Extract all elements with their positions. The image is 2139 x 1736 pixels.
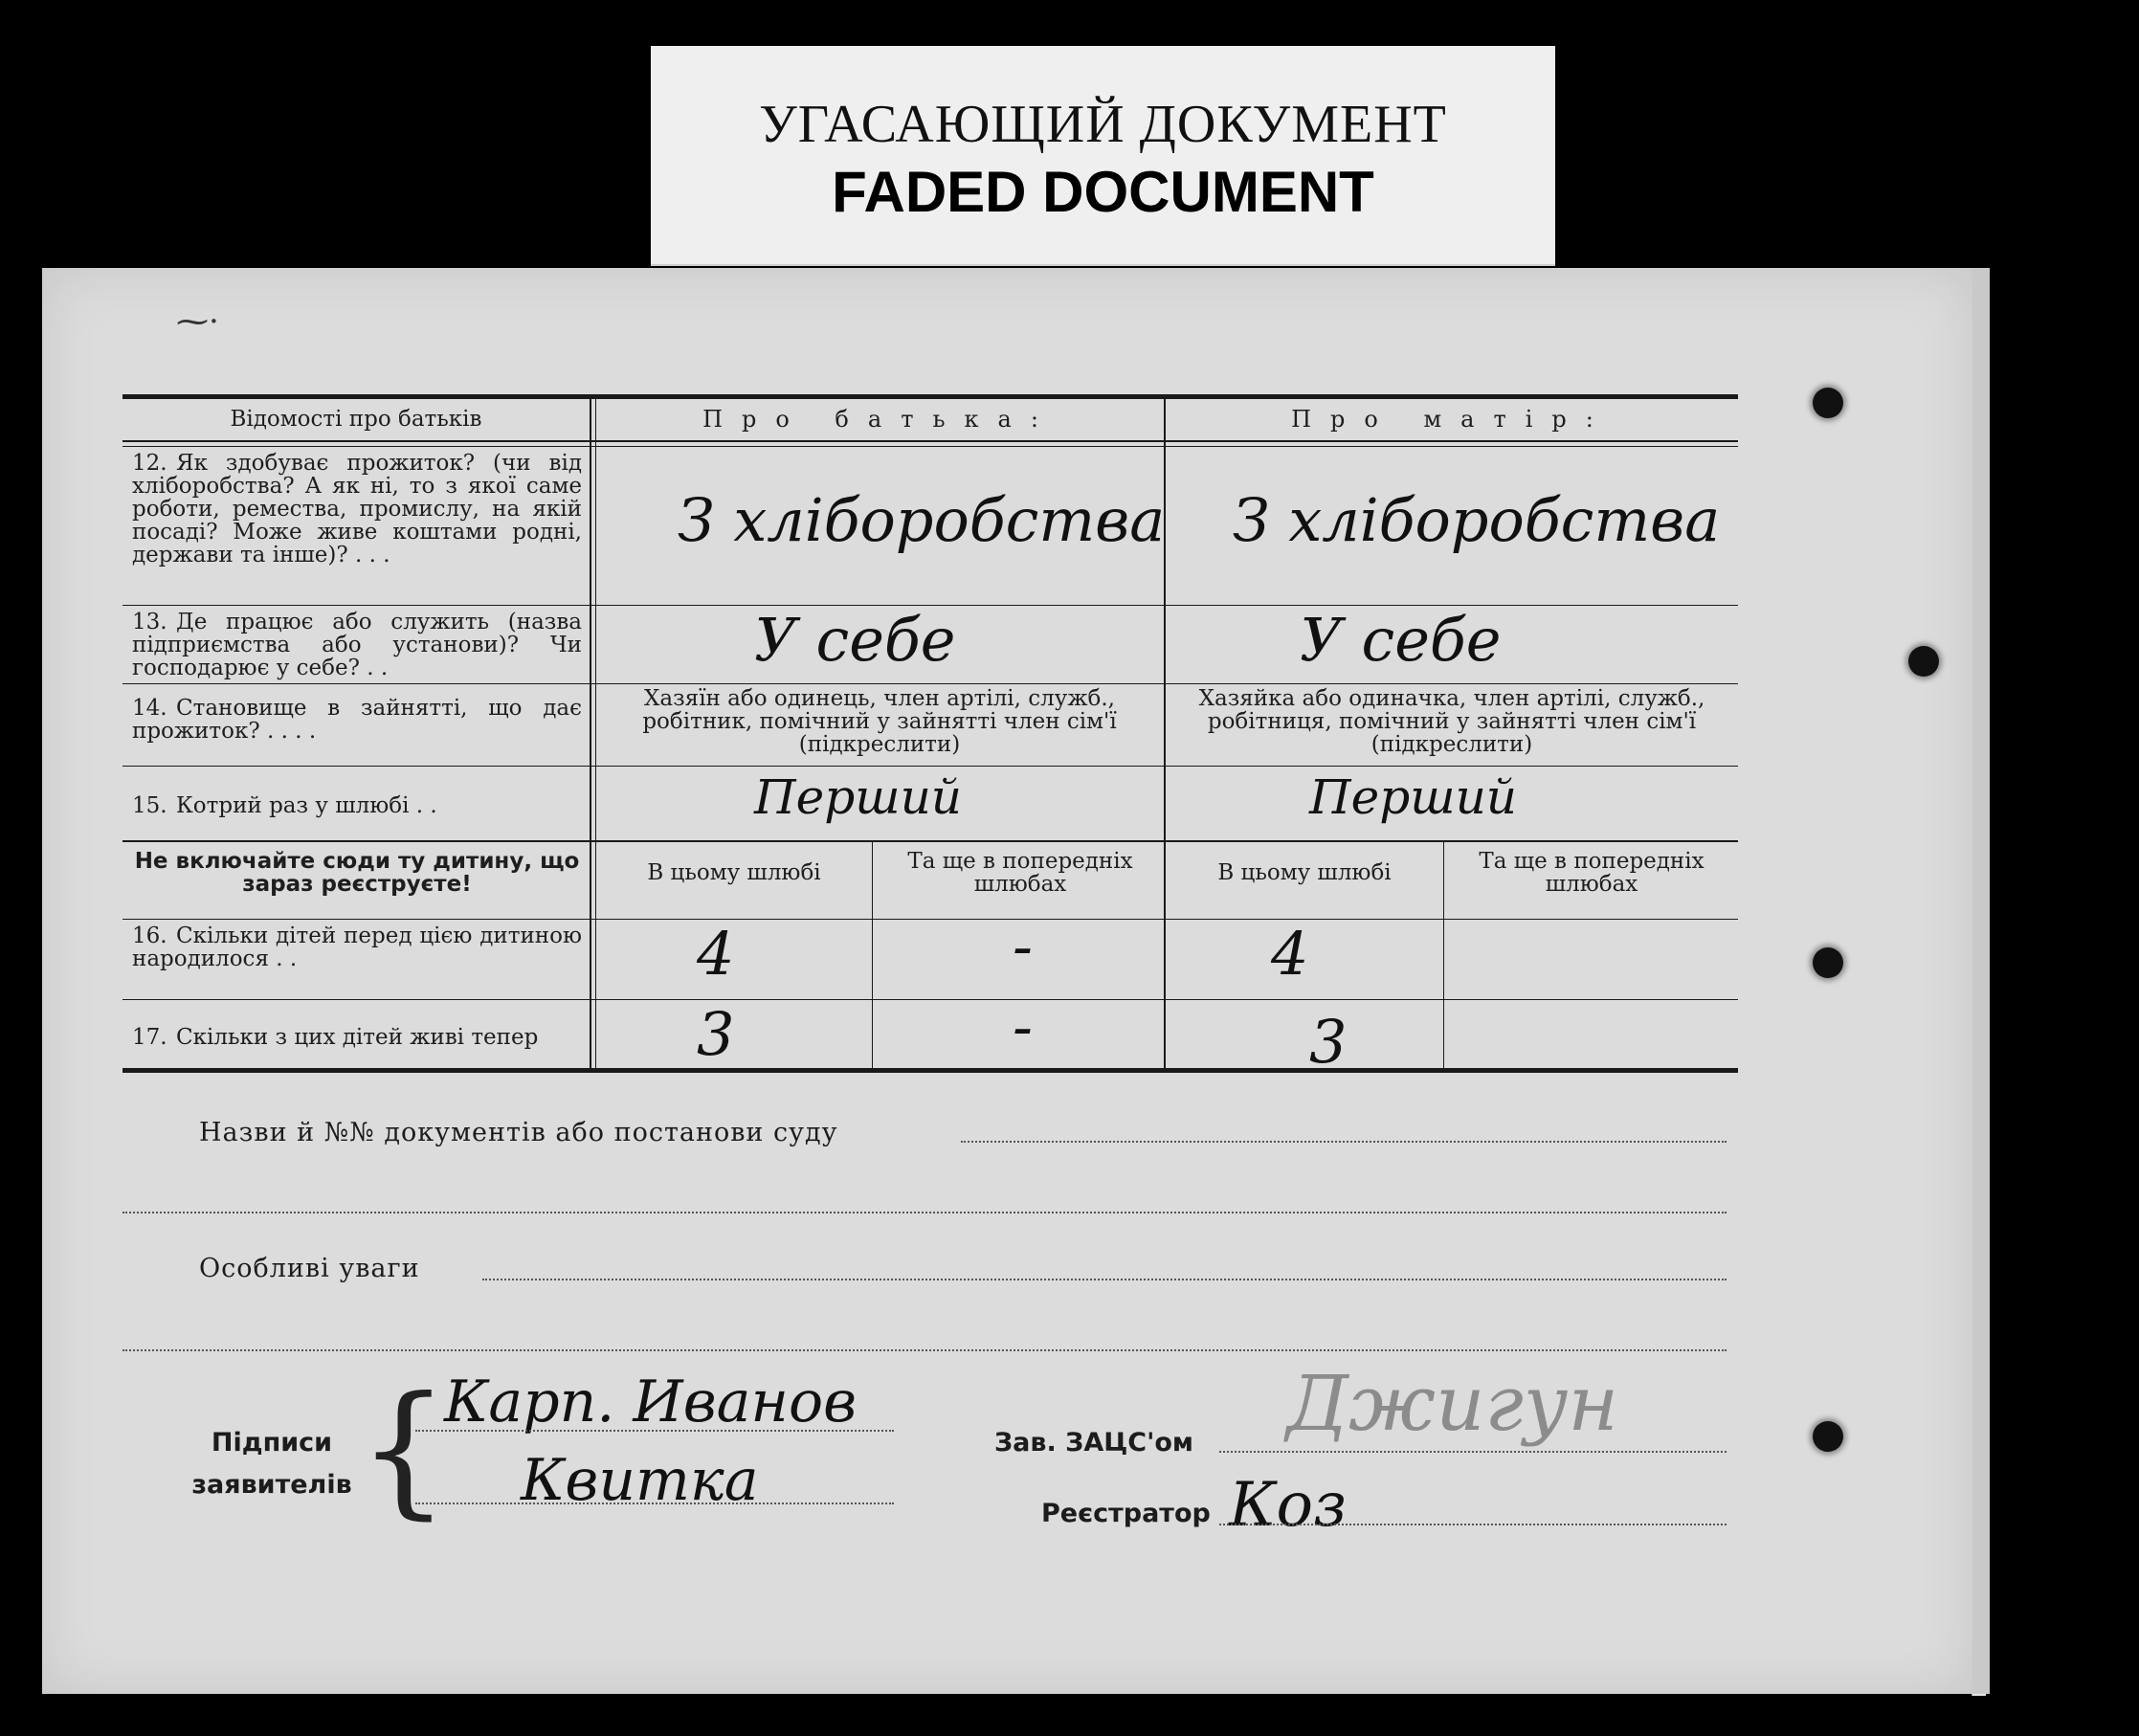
remarks-line [482, 1279, 1727, 1280]
answer-13-mother: У себе [1300, 605, 1502, 675]
answer-15-father: Перший [754, 769, 962, 825]
exclusion-note: Не включайте сюди ту дитину, що зараз реєструєте! [134, 849, 580, 897]
punch-hole [1813, 947, 1843, 978]
label-english: FADED DOCUMENT [832, 160, 1374, 224]
subheader-mother-previous: Та ще в попередніх шлюбах [1479, 849, 1705, 897]
punch-hole [1813, 388, 1843, 418]
question-15-text: Котрий раз у шлюбі . . [176, 793, 437, 818]
answer-12-father: З хліборобства [678, 485, 1166, 555]
documents-line [961, 1141, 1727, 1143]
answer-16-father-previous: - [1013, 911, 1033, 981]
answer-14-father-options: Хазяїн або одинець, член артілі, служб., робітник, помічний у зайнятті член сім'ї (підкреслити) [642, 686, 1117, 757]
documents-line-2 [123, 1212, 1727, 1213]
documents-label: Назви й №№ документів або постанови суду [199, 1118, 838, 1147]
question-15-number: 15. [132, 793, 167, 818]
answer-16-mother-this: 4 [1271, 919, 1309, 989]
head-zags-line [1219, 1451, 1727, 1453]
remarks-line-2 [123, 1349, 1727, 1351]
header-parents-info: Відомості про батьків [230, 407, 482, 432]
question-15 [132, 794, 582, 817]
signatures-brace: { [358, 1367, 450, 1533]
applicant-signature-2: Квитка [521, 1447, 759, 1514]
signatures-label-line-1: Підписи [211, 1428, 333, 1458]
answer-15-mother: Перший [1309, 769, 1517, 825]
answer-17-mother-this: 3 [1309, 1007, 1348, 1077]
question-13-text: Де працює або служить (назва підприємства або установи)? Чи господарює у себе? . . [132, 610, 582, 680]
question-12-number: 12. [132, 451, 167, 476]
registrar-signature: Коз [1229, 1470, 1347, 1541]
head-zags-label: Зав. ЗАЦС'ом [994, 1428, 1193, 1458]
question-12 [132, 452, 582, 567]
question-16 [132, 924, 582, 970]
applicant-signature-1: Карп. Иванов [444, 1369, 857, 1436]
question-14 [132, 697, 582, 743]
faded-document-label [651, 46, 1555, 266]
applicant-signature-2-line [415, 1502, 894, 1504]
answer-12-mother: З хліборобства [1233, 485, 1721, 555]
punch-hole [1813, 1421, 1843, 1452]
question-14-number: 14. [132, 696, 167, 721]
subheader-mother-this-marriage: В цьому шлюбі [1217, 860, 1392, 885]
registrar-line [1219, 1524, 1727, 1525]
question-17-text: Скільки з цих дітей живі тепер [176, 1025, 539, 1050]
remarks-label: Особливі уваги [199, 1254, 420, 1283]
question-13 [132, 611, 582, 679]
question-16-text: Скільки дітей перед цією дитиною народилося . . [132, 924, 582, 971]
question-14-text: Становище в зайнятті, що дає прожиток? . . . . [132, 696, 582, 744]
answer-13-father: У себе [754, 605, 956, 675]
corner-mark: ⁓· [176, 302, 219, 341]
question-12-text: Як здобуває прожиток? (чи від хліборобства? А як ні, то з якої саме роботи, ремества, промислу, на якій посаді? Може живе коштами родні, держави та інше)? . . . [132, 451, 582, 568]
signatures-label-line-2: заявителів [191, 1470, 352, 1500]
label-russian: УГАСАЮЩИЙ ДОКУМЕНТ [759, 95, 1447, 154]
answer-16-father-this: 4 [697, 919, 735, 989]
punch-hole [1908, 646, 1939, 677]
subheader-father-previous: Та ще в попередніх шлюбах [907, 849, 1133, 897]
registrar-label: Реєстратор [1041, 1499, 1211, 1528]
applicants-signatures-label [176, 1422, 368, 1506]
answer-17-father-previous: - [1013, 991, 1033, 1061]
question-16-number: 16. [132, 924, 167, 948]
question-17-number: 17. [132, 1025, 167, 1050]
question-13-number: 13. [132, 610, 167, 634]
subheader-father-this-marriage: В цьому шлюбі [647, 860, 821, 885]
head-zags-signature: Джигун [1286, 1359, 1619, 1448]
registration-form-sheet [42, 268, 1990, 1694]
question-17 [132, 1026, 591, 1049]
answer-14-mother-options: Хазяйка або одиначка, член артілі, служб., робітниця, помічний у зайнятті член сім'ї (підкреслити) [1198, 686, 1705, 757]
header-about-father: Про батька: [702, 406, 1058, 433]
applicant-signature-1-line [415, 1430, 894, 1432]
answer-17-father-this: 3 [697, 999, 735, 1069]
header-about-mother: Про матір: [1291, 406, 1613, 433]
